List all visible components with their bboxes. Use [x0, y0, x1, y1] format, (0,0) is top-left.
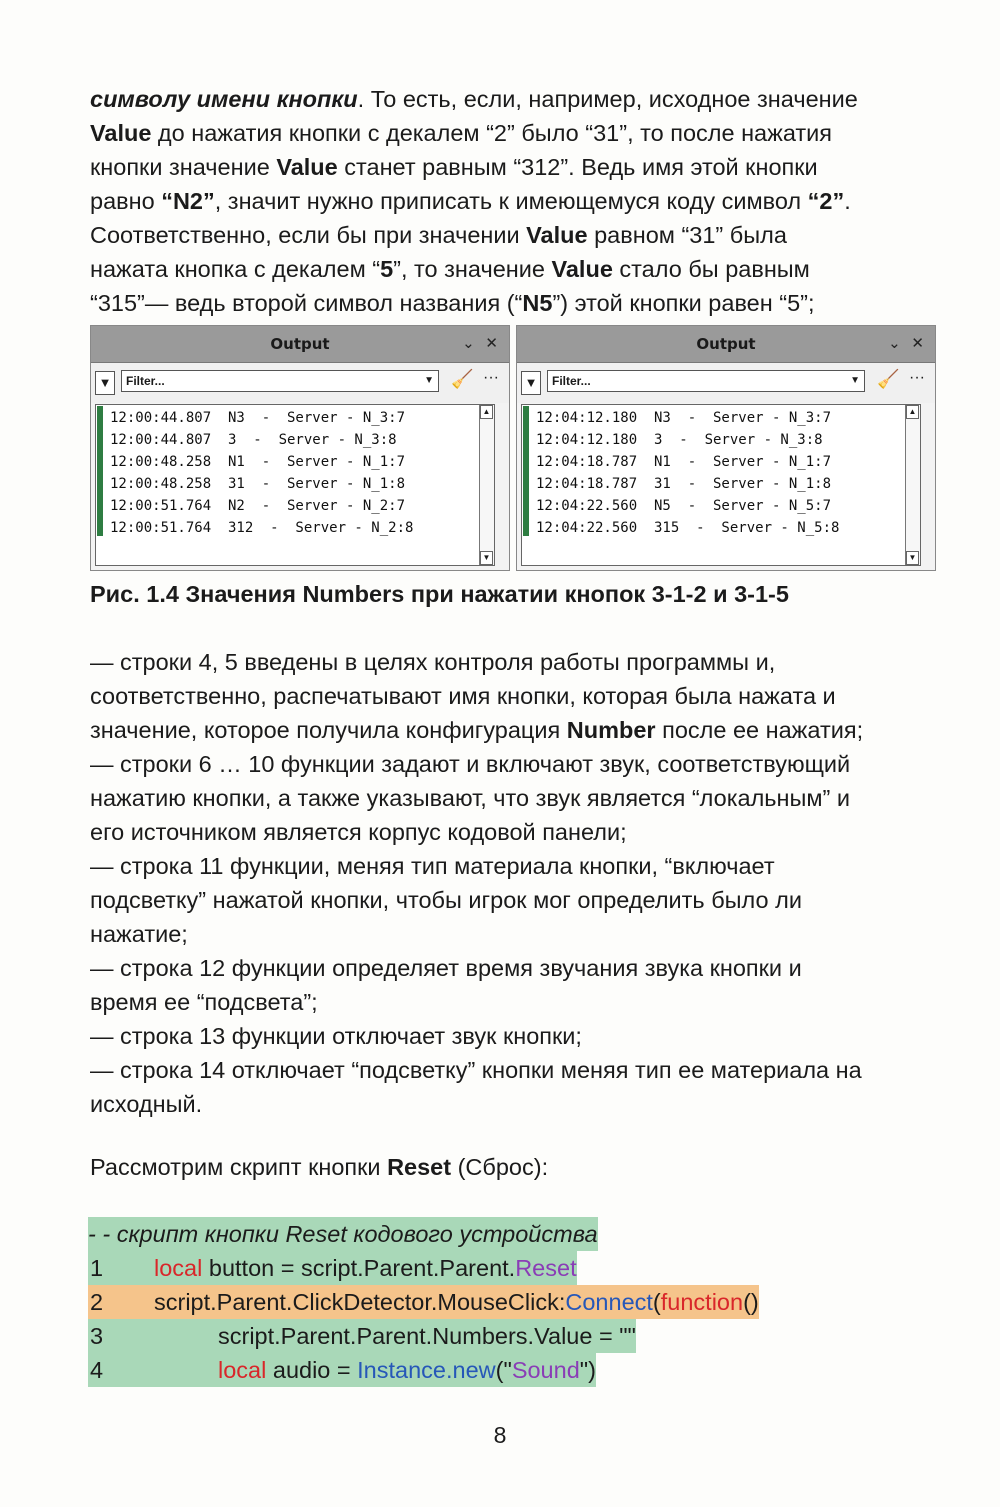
log-lines [536, 407, 839, 539]
text-line: — строка 13 функции отключает звук кнопки; [90, 1023, 582, 1049]
output-window-right [516, 325, 936, 571]
scroll-down-icon[interactable]: ▼ [906, 551, 919, 565]
code-row [88, 1353, 759, 1387]
log-lines [110, 407, 413, 539]
text-line: Value до нажатия кнопки с декалем “2” было “31”, то после нажатия [90, 120, 833, 146]
code-row [88, 1319, 759, 1353]
text-line: — строки 4, 5 введены в целях контроля работы программы и, [90, 649, 776, 675]
text-line: время ее “подсвета”; [90, 989, 318, 1015]
text-line: — строка 14 отключает “подсветку” кнопки меняя тип ее материала на [90, 1057, 862, 1083]
text-line: нажата кнопка с декалем “5”, то значение Value стало бы равным [90, 256, 810, 282]
text-line: соответственно, распечатывают имя кнопки, которая была нажата и [90, 683, 836, 709]
text-line: значение, которое получила конфигурация Number после ее нажатия; [90, 717, 864, 743]
line-number: 1 [90, 1255, 104, 1281]
log-line: 12:00:51.764 312 - Server - N_2:8 [110, 520, 414, 536]
log-line: 12:04:22.560 N5 - Server - N_5:7 [536, 498, 832, 514]
text-line: его источником является корпус кодовой панели; [90, 819, 627, 845]
window-controls[interactable]: ⌄ ✕ [462, 334, 501, 352]
log-line: 12:04:22.560 315 - Server - N_5:8 [536, 520, 840, 536]
chevron-down-icon[interactable]: ▼ [424, 375, 434, 386]
clear-broom-icon[interactable]: 🧹 [451, 369, 474, 389]
more-icon[interactable]: ··· [909, 369, 925, 386]
text-line: Соответственно, если бы при значении Value равном “31” была [90, 222, 787, 248]
filter-input[interactable]: Filter... ▼ [547, 370, 865, 392]
log-line: 12:04:12.180 N3 - Server - N_3:7 [536, 410, 832, 426]
text-line: нажатию кнопки, а также указывают, что звук является “локальным” и [90, 785, 851, 811]
text-line: символу имени кнопки. То есть, если, например, исходное значение [90, 86, 858, 112]
output-figure [90, 325, 938, 573]
log-marker [97, 406, 103, 536]
text-line: нажатие; [90, 921, 188, 947]
filter-input[interactable]: Filter... ▼ [121, 370, 439, 392]
output-toolbar [517, 363, 935, 403]
log-line: 12:04:18.787 N1 - Server - N_1:7 [536, 454, 832, 470]
log-line: 12:04:18.787 31 - Server - N_1:8 [536, 476, 832, 492]
text-line: подсветку” нажатой кнопки, чтобы игрок мог определить было ли [90, 887, 802, 913]
intro-paragraph [90, 82, 940, 320]
chevron-down-icon[interactable]: ▼ [850, 375, 860, 386]
code-line: 1 local button = script.Parent.Parent.Reset [88, 1251, 577, 1285]
text-line: — строка 12 функции определяет время звучания звука кнопки и [90, 955, 802, 981]
window-controls[interactable]: ⌄ ✕ [888, 334, 927, 352]
log-line: 12:00:44.807 3 - Server - N_3:8 [110, 432, 397, 448]
text-line: — строки 6 … 10 функции задают и включают звук, соответствующий [90, 751, 851, 777]
explanation-list [90, 645, 950, 1121]
clear-broom-icon[interactable]: 🧹 [877, 369, 900, 389]
page-number: 8 [493, 1422, 507, 1448]
scroll-up-icon[interactable]: ▲ [906, 405, 919, 419]
scroll-down-icon[interactable]: ▼ [480, 551, 493, 565]
log-line: 12:00:48.258 31 - Server - N_1:8 [110, 476, 406, 492]
code-comment-row [88, 1217, 759, 1251]
code-row [88, 1251, 759, 1285]
reset-intro [90, 1150, 950, 1184]
code-listing [88, 1217, 759, 1387]
line-number: 4 [90, 1357, 104, 1383]
log-line: 12:00:48.258 N1 - Server - N_1:7 [110, 454, 406, 470]
text-line: Рассмотрим скрипт кнопки Reset (Сброс): [90, 1154, 549, 1180]
code-line: 2 script.Parent.ClickDetector.MouseClick:Connect(function() [88, 1285, 759, 1319]
code-comment: - - скрипт кнопки Reset кодового устройства [88, 1217, 598, 1251]
scrollbar[interactable] [905, 405, 920, 565]
scroll-up-icon[interactable]: ▲ [480, 405, 493, 419]
output-toolbar [91, 363, 509, 403]
output-log [521, 404, 921, 566]
output-title: Output [270, 335, 330, 353]
scrollbar[interactable] [479, 405, 494, 565]
filter-icon[interactable]: ▼ [95, 371, 115, 395]
code-row [88, 1285, 759, 1319]
line-number: 2 [90, 1289, 104, 1315]
log-marker [523, 406, 529, 536]
output-log [95, 404, 495, 566]
output-title: Output [696, 335, 756, 353]
text-line: — строка 11 функции, меняя тип материала кнопки, “включает [90, 853, 775, 879]
output-titlebar [91, 326, 509, 363]
code-line: 4 local audio = Instance.new("Sound") [88, 1353, 596, 1387]
code-line: 3 script.Parent.Parent.Numbers.Value = "" [88, 1319, 636, 1353]
output-window-left [90, 325, 510, 571]
log-line: 12:00:44.807 N3 - Server - N_3:7 [110, 410, 406, 426]
text-line: кнопки значение Value станет равным “312”. Ведь имя этой кнопки [90, 154, 818, 180]
filter-icon[interactable]: ▼ [521, 371, 541, 395]
text-line: исходный. [90, 1091, 203, 1117]
output-titlebar [517, 326, 935, 363]
more-icon[interactable]: ··· [483, 369, 499, 386]
text-line: равно “N2”, значит нужно приписать к имеющемуся коду символ “2”. [90, 188, 851, 214]
text-line: “315”— ведь второй символ названия (“N5”) этой кнопки равен “5”; [90, 290, 815, 316]
line-number: 3 [90, 1323, 104, 1349]
figure-caption: Рис. 1.4 Значения Numbers при нажатии кнопок 3-1-2 и 3-1-5 [90, 581, 789, 607]
log-line: 12:00:51.764 N2 - Server - N_2:7 [110, 498, 406, 514]
log-line: 12:04:12.180 3 - Server - N_3:8 [536, 432, 823, 448]
